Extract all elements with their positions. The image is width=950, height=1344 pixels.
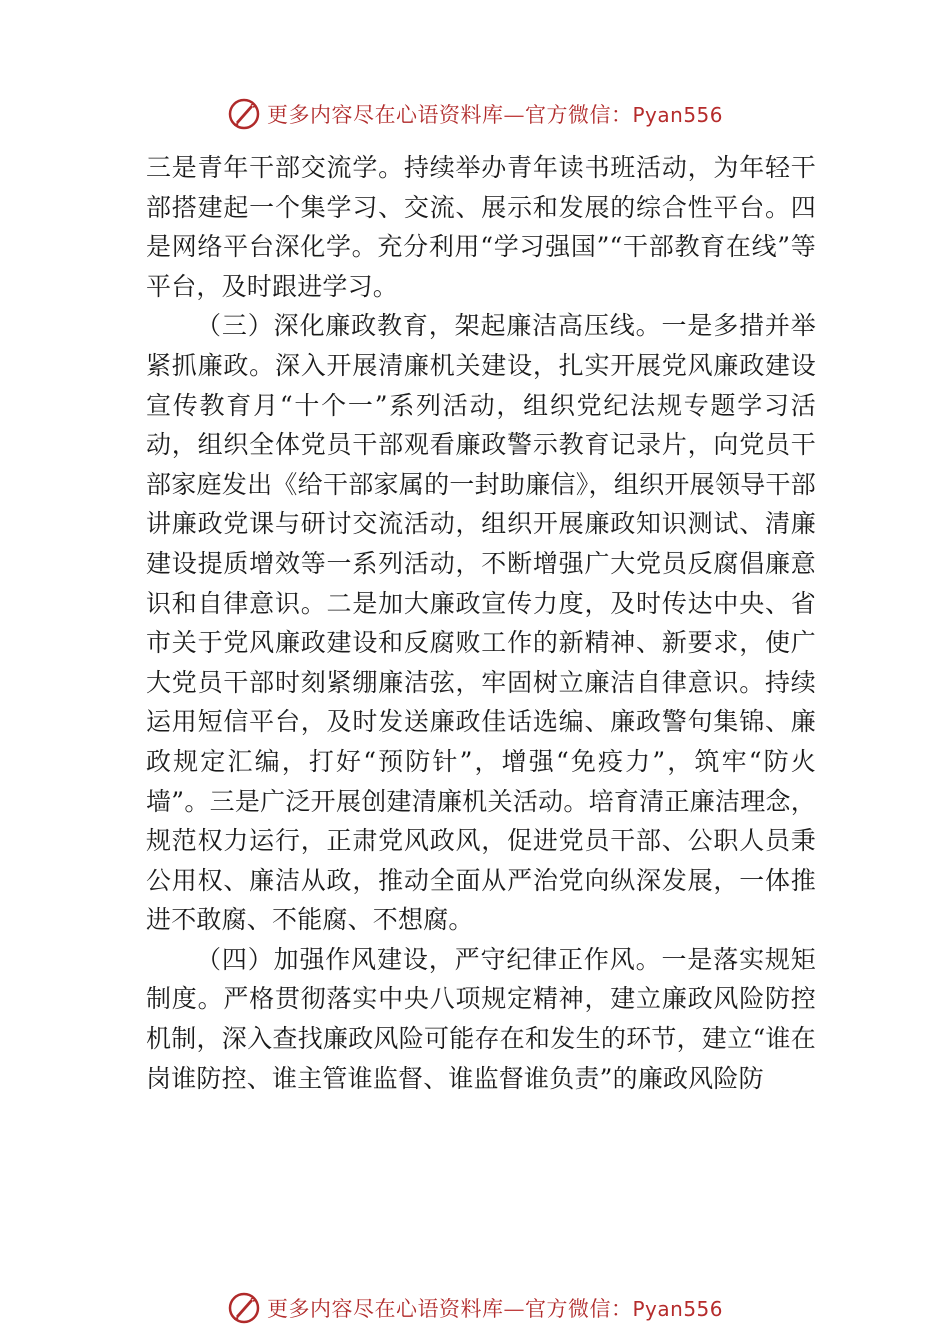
footer-watermark-banner [0,1286,950,1330]
quill-seal-icon [227,97,261,131]
banner-text [267,99,723,129]
banner-wechat-id: Pyan556 [632,103,723,127]
paragraph-youth-cadre: 三是青年干部交流学。持续举办青年读书班活动，为年轻干部搭建起一个集学习、交流、展示和发展的综合性平台。四是网络平台深化学。充分利用“学习强国”“干部教育在线”等平台，及时跟进学习。 [146,153,816,301]
banner-separator: — [503,1297,525,1321]
banner-wechat-id: Pyan556 [632,1297,723,1321]
document-body [146,148,816,1098]
banner-site-text: 更多内容尽在心语资料库 [266,1297,504,1321]
quill-seal-icon [227,1291,261,1325]
banner-separator: — [503,103,525,127]
banner-wechat-label: 官方微信： [524,1297,633,1321]
banner-site-text: 更多内容尽在心语资料库 [266,103,504,127]
header-watermark-banner [0,92,950,136]
banner-text [267,1293,723,1323]
paragraph-work-style: （四）加强作风建设，严守纪律正作风。一是落实规矩制度。严格贯彻落实中央八项规定精神，建立廉政风险防控机制，深入查找廉政风险可能存在和发生的环节，建立“谁在岗谁防控、谁主管谁监督、谁监督谁负责”的廉政风险防 [146,944,816,1093]
banner-wechat-label: 官方微信： [524,103,633,127]
paragraph-integrity-education: （三）深化廉政教育，架起廉洁高压线。一是多措并举紧抓廉政。深入开展清廉机关建设，扎实开展党风廉政建设宣传教育月“十个一”系列活动，组织党纪法规专题学习活动，组织全体党员干部观看廉政警示教育记录片，向党员干部家庭发出《给干部家属的一封助廉信》，组织开展领导干部讲廉政党课与研讨交流活动，组织开展廉政知识测试、清廉建设提质增效等一系列活动，不断增强广大党员反腐倡廉意识和自律意识。二是加大廉政宣传力度，及时传达中央、省市关于党风廉政建设和反腐败工作的新精神、新要求，使广大党员干部时刻紧绷廉洁弦，牢固树立廉洁自律意识。持续运用短信平台，及时发送廉政佳话选编、廉政警句集锦、廉政规定汇编，打好“预防针”，增强“免疫力”，筑牢“防火墙”。三是广泛开展创建清廉机关活动。培育清正廉洁理念，规范权力运行，正肃党风政风，促进党员干部、公职人员秉公用权、廉洁从政，推动全面从严治党向纵深发展，一体推进不敢腐、不能腐、不想腐。 [146,311,816,935]
